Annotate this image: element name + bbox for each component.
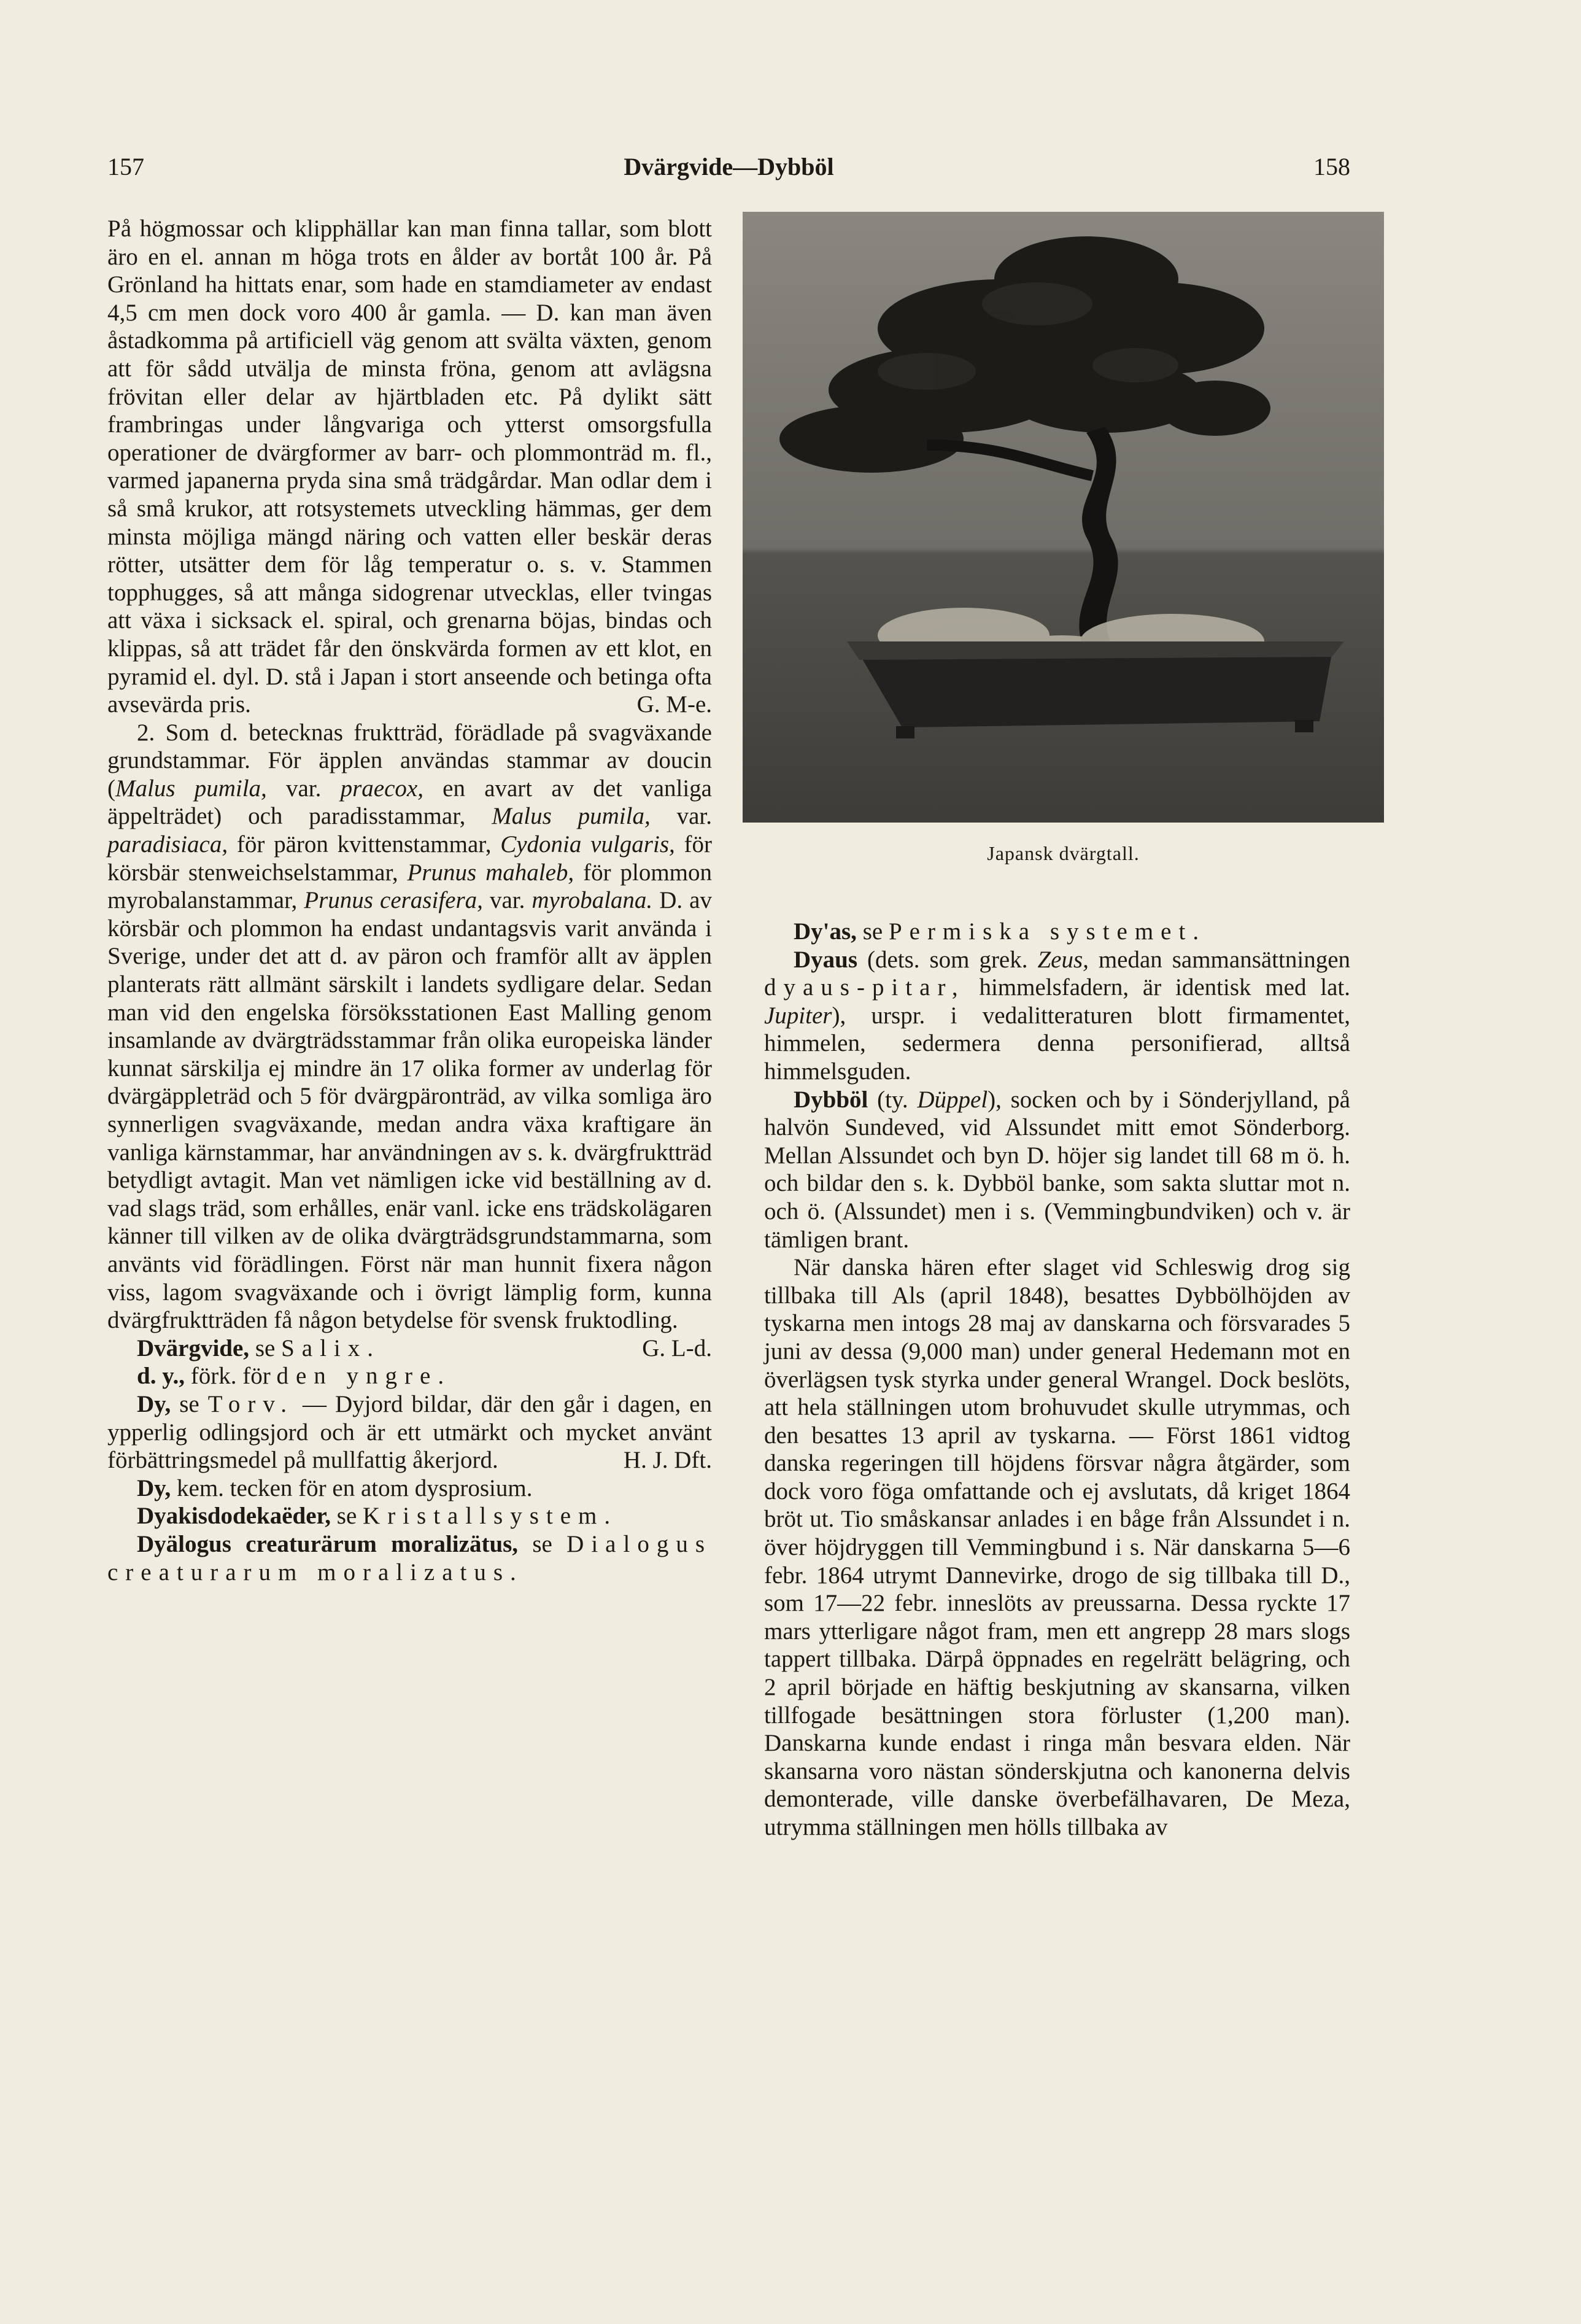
page-header <box>107 152 1350 189</box>
text-run: en avart av det vanliga äppelträdet) och paradisstammar, <box>107 775 712 830</box>
entry-dyalogus <box>107 1530 712 1586</box>
text-run: (dets. som grek. <box>857 946 1038 973</box>
paragraph-dwarf-trees <box>107 215 712 719</box>
cross-reference: Salix. <box>281 1334 381 1361</box>
entry-headword: Dyaus <box>794 946 858 973</box>
entry-headword: Dy, <box>137 1390 171 1417</box>
italic-term: praecox, <box>340 775 423 802</box>
entry-dy-kem <box>107 1474 712 1503</box>
text-run: var. <box>266 775 341 802</box>
entry-dyas <box>764 918 1350 946</box>
text-run: se <box>856 918 889 945</box>
text-run: ), socken och by i Sönderjylland, på halvön Sundeved, vid Alssundet mitt emot Sönderborg. Mellan Alssundet och byn D. höjer sig landet till 68 m ö. h. och bildar den s. k. Dybböl banke, som sakta sluttar mot n. och ö. (Alssundet) men i s. (Vemmingbundviken) och v. är tämligen brant. <box>764 1086 1350 1253</box>
text-run: (ty. <box>868 1086 918 1113</box>
italic-term: Prunus mahaleb, <box>407 859 574 886</box>
text-run: för plommon myrobalanstammar, <box>107 859 712 914</box>
cross-reference: Dialogus creaturarum moralizatus. <box>107 1530 712 1586</box>
italic-term: Malus pumila, <box>492 803 651 830</box>
entry-dybbol-history: När danska hären efter slaget vid Schleswig drog sig tillbaka till Als (april 1848), besattes Dybbölhöjden av tyskarna men intogs 28 maj av danskarna och försvarades 5 juni av dessa (9,000 man) under general Hedemann mot en överlägsen tysk styrka under general Wrangel. Dock beslöts, att hela ställningen utom brohuvudet skulle utrymmas, och den besattes 13 april av tyskarna. — Först 1861 vidtog danska regeringen till höjdens försvar några åtgärder, som dock voro föga omfattande och ej avslutats, då kriget 1864 bröt ut. Tio småskansar anlades i en båge från Alssundet i n. över höjdryggen till Vemmingbund i s. När danskarna 5—6 febr. 1864 utrymt Dannevirke, drogo de sig tillbaka till D., som 17—22 febr. inneslöts av preussarna. Dessa ryckte 17 mars ytterligare något fram, men ett angrepp 28 mars slogs tappert tillbaka. Därpå öppnades en regelrätt belägring, och 2 april började en häftig beskjutning av skansarna, vilken tillfogade besättningen stora förluster (1,200 man). Danskarna kunde endast i ringa mån besvara elden. När skansarna voro nästan sönderskjutna och kanonerna delvis demonterade, ville danske överbefälhavaren, De Meza, utrymma ställningen men hölls tillbaka av <box>764 1254 1350 1840</box>
text-run: se <box>518 1530 567 1557</box>
italic-term: Prunus cerasifera, <box>304 887 483 914</box>
entry-headword: Dyälogus creaturärum moralizätus, <box>137 1530 519 1557</box>
author-signature: G. M-e. <box>636 691 712 718</box>
cross-reference: den yngre. <box>276 1363 452 1390</box>
text-run: se <box>249 1334 282 1361</box>
italic-term: Düppel <box>917 1086 988 1113</box>
italic-term: Jupiter <box>764 1002 832 1029</box>
text-run: förk. för <box>185 1363 277 1390</box>
text-run: ), urspr. i vedalitteraturen blott firmamentet, himmelen, sedermera denna personifierad, alltså himmelsguden. <box>764 1002 1350 1085</box>
text-run: 2. Som d. betecknas fruktträd, förädlade på svagväxande grundstammar. För äpplen användas stammar av doucin ( <box>107 719 712 802</box>
cross-reference: Kristallsystem. <box>363 1503 618 1530</box>
author-signature: H. J. Dft. <box>623 1447 712 1474</box>
italic-term: Malus pumila, <box>115 775 267 802</box>
text-run: var. <box>650 803 712 830</box>
text-run: kem. tecken för en atom dysprosium. <box>171 1474 533 1501</box>
page-number-left: 157 <box>107 153 144 180</box>
bonsai-photograph <box>743 212 1384 823</box>
entry-dyaus <box>764 946 1350 1086</box>
text-run: medan sammansättningen <box>1088 946 1351 973</box>
bonsai-image <box>743 212 1384 823</box>
left-column <box>107 215 712 1586</box>
entry-headword: Dybböl <box>794 1086 868 1113</box>
text-run: D. av körsbär och plommon ha endast undantagsvis varit använda i Sverige, under det att d. av päron och framför allt av äpplen planterats rätt allmänt särskilt i landets sydligare delar. Sedan man vid den engelska försöksstationen East Malling genom insamlande av dvärgträdsstammar från olika europeiska länder kunnat särskilja ej mindre än 17 olika former av underlag för dvärgäppleträd och 5 för dvärgpäronträd, av vilka somliga äro synnerligen svagväxande, medan andra växa kraftigare än vanliga kärnstammar, har användningen av s. k. dvärgfruktträd betydligt avtagit. Man vet nämligen icke vid beställning av d. vad slags träd, som erhålles, enär vanl. icke ens trädskolägaren känner till vilken av de olika dvärgträdsgrundstammarna, som använts vid förädlingen. Först när man hunnit fixera någon viss, lagom svagväxande och i övrigt lämplig form, kunna dvärgfruktträden få någon betydelse för svensk fruktodling. <box>107 887 712 1334</box>
text-run: — Dyjord bildar, där den går i dagen, en ypperlig odlingsjord och är ett utmärkt och mycket använt förbättringsmedel på mullfattig åkerjord. <box>107 1390 712 1474</box>
italic-term: Cydonia vulgaris, <box>500 831 675 858</box>
figure-caption: Japansk dvärgtall. <box>987 842 1140 864</box>
text-run: för körsbär stenweichselstammar, <box>107 831 712 886</box>
entry-d-y <box>107 1362 712 1390</box>
entry-dybbol <box>764 1086 1350 1254</box>
italic-term: Zeus, <box>1037 946 1089 973</box>
paragraph-text: På högmossar och klipphällar kan man finna tallar, som blott äro en el. annan m höga trots en ålder av bortåt 100 år. På Grönland ha hittats enar, som hade en stamdiameter av endast 4,5 cm men dock voro 400 år gamla. — D. kan man även åstadkomma på artificiell väg genom att svälta växten, genom att för sådd utvälja de minsta fröna, genom att avlägsna frövitan eller delar av hjärtbladen etc. På dylikt sätt frambringas under långvariga och ytterst omsorgsfulla operationer de dvärgformer av barr- och plommonträd m. fl., varmed japanerna pryda sina små trädgårdar. Man odlar dem i så små krukor, att rotsystemets utveckling hämmas, ger dem minsta möjliga mängd näring och vatten eller beskär deras rötter, utsätter dem för låg temperatur o. s. v. Stammen topphugges, så att många sidogrenar utvecklas, eller tvingas att växa i sicksack el. spiral, och grenarna böjas, bindas och klippas, så att trädet får den önskvärda formen av ett klot, en pyramid el. dyl. D. stå i Japan i stort anseende och betinga ofta avsevärda pris. <box>107 215 712 718</box>
text-run: himmelsfadern, är identisk med lat. <box>965 974 1350 1001</box>
page-title: Dvärgvide—Dybböl <box>624 153 834 180</box>
text-run: var. <box>482 887 532 914</box>
entry-headword: Dyakisdodekaëder, <box>137 1503 331 1530</box>
entry-headword: d. y., <box>137 1363 185 1390</box>
text-run: se <box>171 1390 208 1417</box>
entry-headword: Dy'as, <box>794 918 857 945</box>
italic-term: myrobalana. <box>532 887 653 914</box>
entry-headword: Dvärgvide, <box>137 1334 250 1361</box>
cross-reference: Permiska systemet. <box>888 918 1207 945</box>
italic-term: paradisiaca, <box>107 831 228 858</box>
spaced-term: dyaus-pitar, <box>764 974 965 1001</box>
entry-dy-torv <box>107 1390 712 1474</box>
page-number-right: 158 <box>1313 153 1350 180</box>
cross-reference: Torv. <box>207 1390 295 1417</box>
text-run: för päron kvittenstammar, <box>228 831 501 858</box>
entry-dyakisdodekaeder <box>107 1502 712 1530</box>
author-signature: G. L-d. <box>642 1334 712 1361</box>
entry-headword: Dy, <box>137 1474 171 1501</box>
text-run: se <box>331 1503 363 1530</box>
right-column <box>764 918 1350 1842</box>
